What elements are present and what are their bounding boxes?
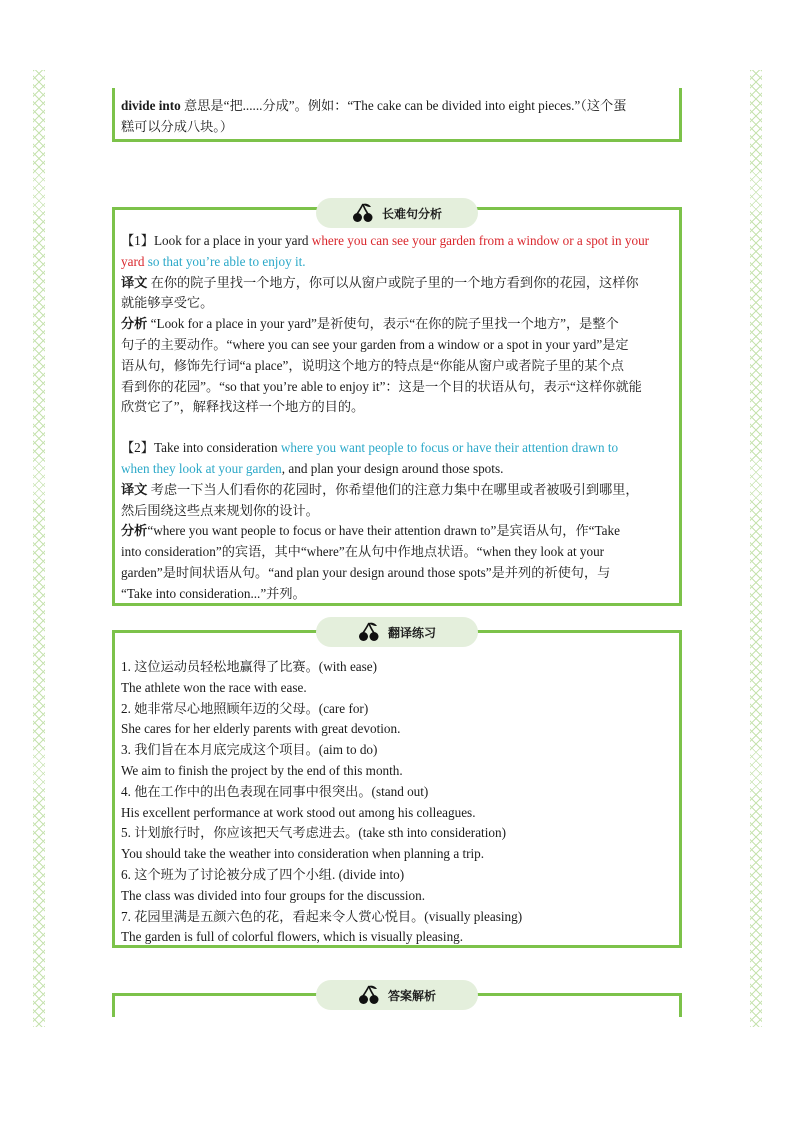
list-item: 1. 这位运动员轻松地赢得了比赛。(with ease) The athlete won the race with ease. xyxy=(121,659,378,695)
translation-practice-box xyxy=(112,630,682,948)
cherry-icon xyxy=(352,202,374,224)
vocabulary-note-box xyxy=(112,88,682,142)
list-item: 7. 花园里满是五颜六色的花，看起来令人赏心悦目。(visually pleasing) The garden is full of colorful flowers, which is visually pleasing. xyxy=(121,908,523,945)
term: divide into xyxy=(121,98,181,113)
section-title: 长难句分析 xyxy=(381,206,442,221)
sentence-1: 【1】Look for a place in your yard where you can see your garden from a window or a spot in your xyxy=(121,233,650,248)
sentence-1-analysis: 分析 “Look for a place in your yard”是祈使句，表示“在你的院子里找一个地方”，是整个 xyxy=(121,316,619,332)
list-item: 5. 计划旅行时，你应该把天气考虑进去。(take sth into consideration) You should take the weather into consideration when planning a trip. xyxy=(121,825,506,862)
section-header-long-sentence xyxy=(316,198,478,228)
vocabulary-note-line1: divide into 意思是“把......分成”。例如：“The cake can be divided into eight pieces.”（这个蛋 xyxy=(121,98,627,113)
translation-list xyxy=(115,657,679,948)
sentence-1-translation: 译文 在你的院子里找一个地方，你可以从窗户或院子里的一个地方看到你的花园，这样你 xyxy=(121,274,639,290)
cherry-icon xyxy=(358,621,380,643)
long-sentence-analysis-box: 【1】Look for a place in your yard where you can see your garden from a window or a spot in your yard so that you’re able to enjoy it. 译文 在你的院子里找一个地方，你可以从窗户或院子里的一个地方看到你的花园，这样你 就能够享受它。 分析 “Look for a place in your yard”是祈使句，表示“在你的院子里找一个地方”，是整个 句子的主要动作。“where you can see your garden from a window or a spot in your yard”是定 语从句，修饰先行词“a place”，说明这个地方的特点是“你能从窗户或者院子里的某个点 看到你的花园”。“so that you’re able to enjoy it”：这是一个目的状语从句，表示“这样你就能 欣赏它了”，解释找这样一个地方的目的。 【2】Take into consideration where you want people to focus or have their attention drawn to when they look at your garden, and plan your design around those spots. 译文 考虑一下当人们看你的花园时，你希望他们的注意力集中在哪里或者被吸引到哪里， 然后围绕这些点来规划你的设计。 分析“where you want people to focus or have their attention drawn to”是宾语从句，作“Take into consideration”的宾语，其中“where”在从句中作地点状语。“when they look at your garden”是时间状语从句。“and plan your design around those spots”是并列的祈使句，与 “Take into consideration...”并列。 xyxy=(112,207,682,606)
list-item: 2. 她非常尽心地照顾年迈的父母。(care for) She cares for her elderly parents with great devotion. xyxy=(121,700,401,737)
section-title: 翻译练习 xyxy=(387,625,436,640)
list-item: 3. 我们旨在本月底完成这个项目。(aim to do) We aim to finish the project by the end of this month. xyxy=(121,742,403,778)
right-decorative-border xyxy=(750,70,762,1027)
list-item: 4. 他在工作中的出色表现在同事中很突出。(stand out) His excellent performance at work stood out among his colleagues. xyxy=(121,783,476,820)
section-header-answer xyxy=(316,980,478,1010)
sentence-2: 【2】Take into consideration where you want people to focus or have their attention drawn to xyxy=(121,440,619,456)
sentence-2-translation: 译文 考虑一下当人们看你的花园时，你希望他们的注意力集中在哪里或者被吸引到哪里， xyxy=(121,481,639,497)
section-header-translation xyxy=(316,617,478,647)
list-item: 6. 这个班为了讨论被分成了四个小组. (divide into) The class was divided into four groups for the discussion. xyxy=(121,866,425,903)
cherry-icon xyxy=(358,984,380,1006)
vocabulary-note-line2: 糕可以分成八块。） xyxy=(121,118,234,134)
section-title: 答案解析 xyxy=(387,988,436,1003)
left-decorative-border xyxy=(33,70,45,1027)
sentence-2-analysis: 分析“where you want people to focus or have their attention drawn to”是宾语从句，作“Take xyxy=(121,523,620,539)
